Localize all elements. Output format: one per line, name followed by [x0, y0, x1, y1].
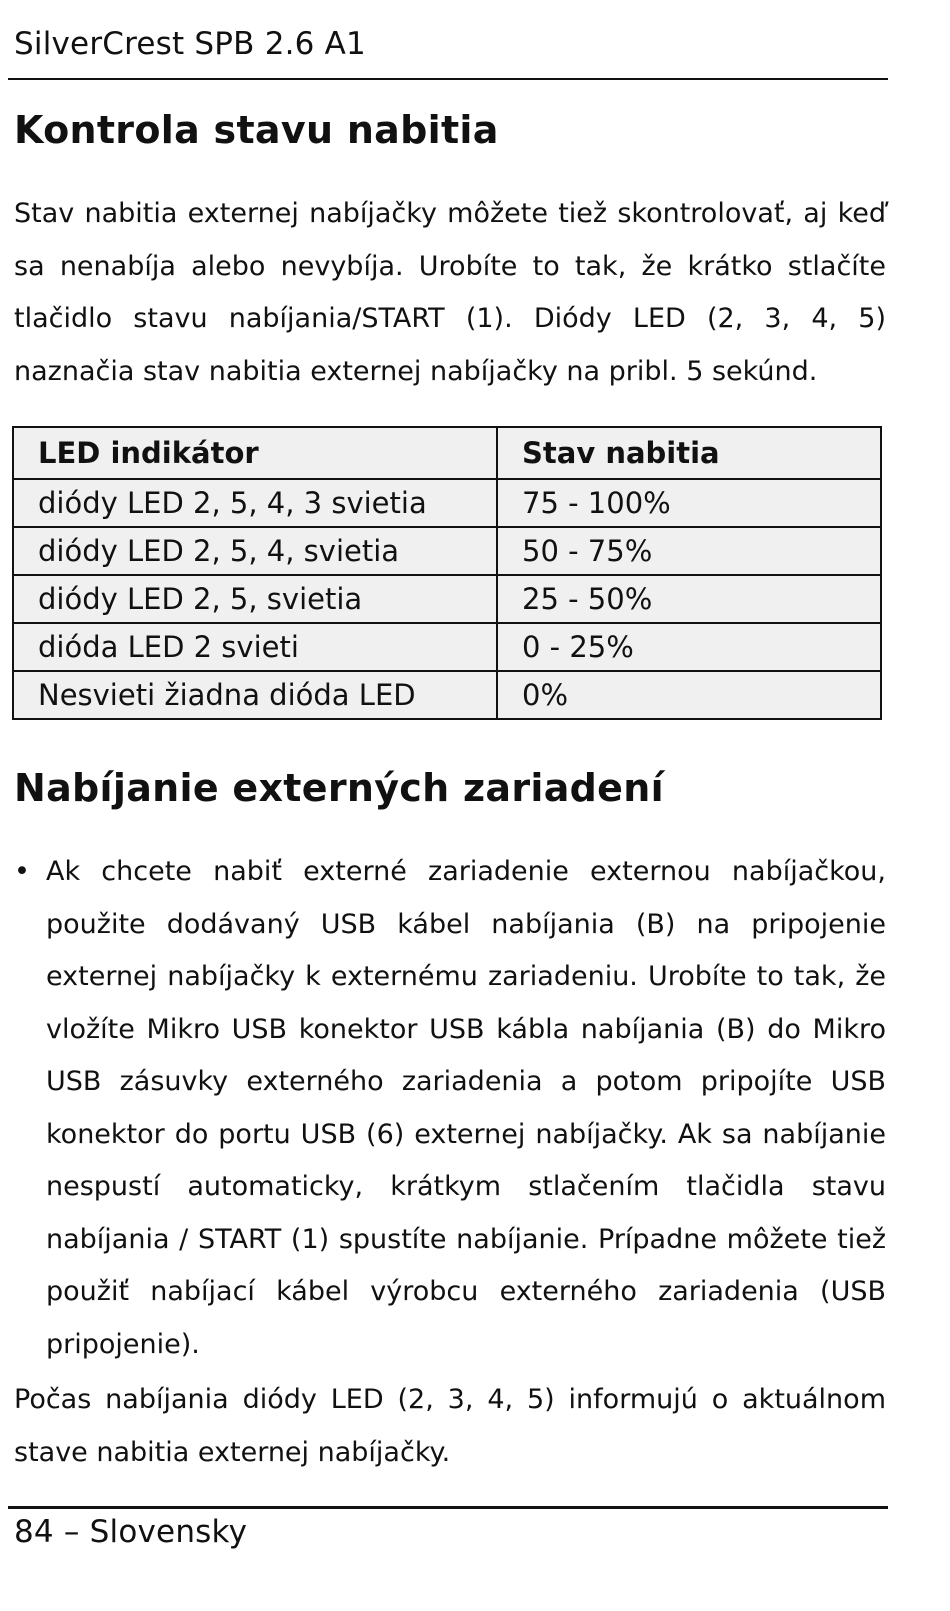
table-row: [13, 671, 881, 719]
footer-divider: [8, 1506, 888, 1509]
table-cell-charge: 0 - 25%: [497, 623, 881, 671]
table-row: [13, 623, 881, 671]
page-header-product: SilverCrest SPB 2.6 A1: [14, 26, 366, 62]
list-item: [14, 846, 886, 1371]
table-cell-charge: 25 - 50%: [497, 575, 881, 623]
table-header-led: LED indikátor: [13, 427, 497, 479]
table-cell-charge: 75 - 100%: [497, 479, 881, 527]
table-cell-led: dióda LED 2 svieti: [13, 623, 497, 671]
header-divider: [8, 78, 888, 80]
led-status-table: [12, 426, 882, 720]
table-row: [13, 575, 881, 623]
table-cell-led: Nesvieti žiadna dióda LED: [13, 671, 497, 719]
table-cell-led: diódy LED 2, 5, svietia: [13, 575, 497, 623]
table-cell-charge: 0%: [497, 671, 881, 719]
table-cell-led: diódy LED 2, 5, 4, 3 svietia: [13, 479, 497, 527]
bullet-icon: •: [14, 856, 30, 887]
bullet-text: Ak chcete nabiť externé zariadenie externou nabíjačkou, použite dodávaný USB kábel nabíjania (B) na pripojenie externej nabíjačky k externému zariadeniu. Urobíte to tak, že vložíte Mikro USB konektor USB kábla nabíjania (B) do Mikro USB zásuvky externého zariadenia a potom pripojíte USB konektor do portu USB (6) externej nabíjačky. Ak sa nabíjanie nespustí automaticky, krátkym stlačením tlačidla stavu nabíjania / START (1) spustíte nabíjanie. Prípadne môžete tiež použiť nabíjací kábel výrobcu externého zariadenia (USB pripojenie).: [46, 856, 886, 1360]
section-title-charge-check: Kontrola stavu nabitia: [14, 108, 499, 152]
table-row: [13, 527, 881, 575]
charging-status-paragraph: Počas nabíjania diódy LED (2, 3, 4, 5) informujú o aktuálnom stave nabitia externej nabíjačky.: [14, 1384, 886, 1468]
page-footer: 84 – Slovensky: [14, 1514, 248, 1550]
table-header-row: [13, 427, 881, 479]
table-row: [13, 479, 881, 527]
table-cell-led: diódy LED 2, 5, 4, svietia: [13, 527, 497, 575]
section-title-external-charging: Nabíjanie externých zariadení: [14, 766, 664, 810]
table-header-charge: Stav nabitia: [497, 427, 881, 479]
table-cell-charge: 50 - 75%: [497, 527, 881, 575]
charge-check-paragraph: Stav nabitia externej nabíjačky môžete tiež skontrolovať, aj keď sa nenabíja alebo nevybíja. Urobíte to tak, že krátko stlačíte tlačidlo stavu nabíjania/START (1). Diódy LED (2, 3, 4, 5) naznačia stav nabitia externej nabíjačky na pribl. 5 sekúnd.: [14, 198, 886, 387]
